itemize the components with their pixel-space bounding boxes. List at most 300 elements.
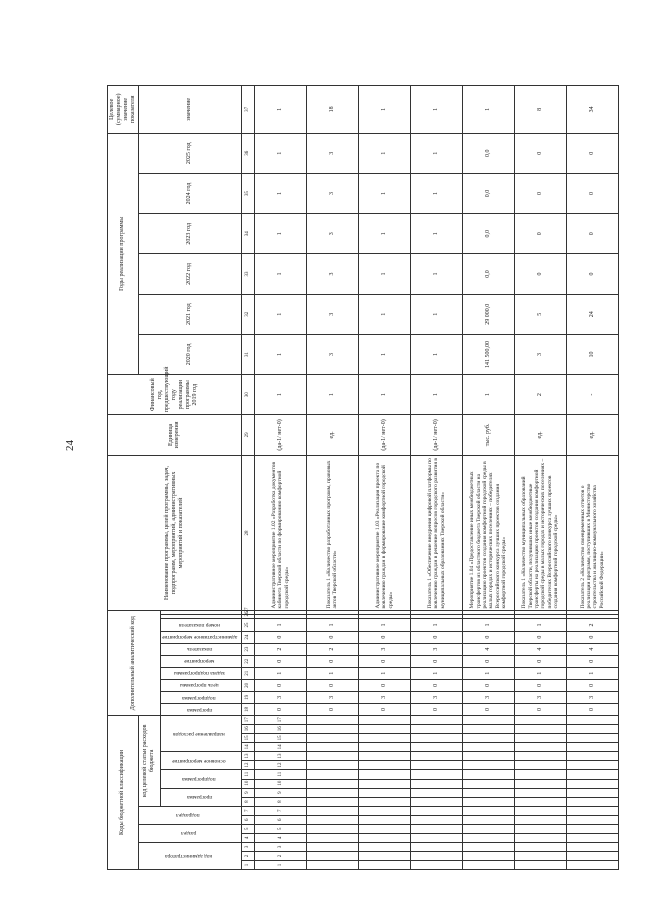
budget-code-cell (514, 815, 566, 824)
column-number-cell: 35 (241, 173, 254, 213)
budget-code-cell (462, 815, 514, 824)
row-year-value: 1 (254, 294, 306, 334)
budget-code-cell (306, 851, 358, 860)
program-code-cell: 0 (358, 655, 410, 667)
column-number-cell: 7 (241, 806, 254, 815)
row-fin-year-value: 1 (462, 375, 514, 415)
column-number-cell: 10 (241, 779, 254, 788)
program-code-cell: 2 (306, 643, 358, 655)
row-year-value: 0,0 (462, 133, 514, 173)
row-year-value: 1 (358, 294, 410, 334)
row-year-value: 0,0 (462, 214, 514, 254)
program-code-cell: 0 (358, 679, 410, 691)
row-name: Показатель 1 «Количество разработанных программ, правовых актов Тверской области» (306, 455, 358, 611)
row-year-value: 0 (566, 133, 618, 173)
budget-code-cell (358, 824, 410, 833)
column-number-cell: 2 (241, 851, 254, 860)
budget-code-cell (462, 851, 514, 860)
budget-code-cell (306, 770, 358, 779)
spacer-cell (566, 615, 618, 619)
row-year-value: 0 (514, 173, 566, 213)
row-year-value: 1 (358, 173, 410, 213)
budget-code-cell (358, 815, 410, 824)
budget-code-cell (566, 815, 618, 824)
budget-code-cell (514, 842, 566, 851)
budget-code-cell (410, 842, 462, 851)
budget-code-cell (462, 860, 514, 869)
program-code-cell: 0 (514, 655, 566, 667)
budget-code-cell (410, 806, 462, 815)
program-code-cell: 0 (566, 655, 618, 667)
program-indicators-table (107, 85, 619, 870)
budget-code-cell (566, 833, 618, 842)
row-year-value: 1 (358, 334, 410, 374)
row-name: Административное мероприятие 1.03 «Реализация проекта по вовлечению граждан в формирование комфортной городской среды» (358, 455, 410, 611)
budget-code-cell (358, 851, 410, 860)
program-code-cell: 0 (566, 679, 618, 691)
program-code-cell: 0 (306, 655, 358, 667)
row-fin-year-value: 1 (358, 375, 410, 415)
budget-code-cell (514, 779, 566, 788)
column-number-cell: 25 (241, 619, 254, 631)
budget-code-cell: 15 (254, 734, 306, 743)
row-year-value: 1 (410, 334, 462, 374)
column-number-cell: 21 (241, 667, 254, 679)
row-year-value: 0 (514, 133, 566, 173)
budget-code-cell (514, 824, 566, 833)
budget-code-cell (566, 761, 618, 770)
table-row (566, 86, 618, 870)
column-number-cell: 37 (241, 86, 254, 134)
program-code-cell: 4 (566, 643, 618, 655)
row-year-value: 0 (566, 214, 618, 254)
budget-code-cell (462, 779, 514, 788)
budget-code-cell (462, 743, 514, 752)
budget-code-cell (462, 788, 514, 797)
budget-code-cell (514, 797, 566, 806)
budget-code-cell (566, 752, 618, 761)
spacer-cell (514, 611, 566, 615)
prog-col-program: программа (160, 703, 241, 715)
budget-code-cell: 2 (254, 851, 306, 860)
column-number-cell: 11 (241, 770, 254, 779)
program-code-cell: 0 (410, 631, 462, 643)
budget-code-cell (462, 824, 514, 833)
budget-code-cell (306, 725, 358, 734)
budget-code-cell (566, 770, 618, 779)
row-final-value: 1 (462, 86, 514, 134)
budget-sub-group-header: код целевой статьи расходов бюджета (138, 715, 160, 806)
column-number-cell: 14 (241, 743, 254, 752)
budget-code-cell (410, 743, 462, 752)
budget-code-cell: 7 (254, 806, 306, 815)
row-final-value: 8 (514, 86, 566, 134)
program-code-cell: 4 (462, 643, 514, 655)
program-code-cell: 3 (358, 643, 410, 655)
program-code-cell: 2 (566, 619, 618, 631)
program-code-col: программа (160, 788, 241, 806)
row-year-value: 1 (254, 173, 306, 213)
row-year-value: 0 (566, 254, 618, 294)
budget-code-cell (358, 752, 410, 761)
budget-code-cell (462, 842, 514, 851)
budget-code-cell (566, 860, 618, 869)
final-value-header: Целевое (суммарное) значение показателя (108, 86, 139, 134)
spacer-cell (462, 615, 514, 619)
budget-code-cell (358, 788, 410, 797)
row-year-value: 1 (254, 133, 306, 173)
program-code-cell: 0 (306, 631, 358, 643)
column-number-cell: 9 (241, 788, 254, 797)
row-year-value: 1 (410, 133, 462, 173)
budget-code-cell (462, 725, 514, 734)
budget-code-cell (514, 752, 566, 761)
budget-code-cell (566, 851, 618, 860)
budget-code-cell (358, 860, 410, 869)
budget-code-cell (358, 797, 410, 806)
budget-code-cell: 4 (254, 833, 306, 842)
row-unit: (да-1/ нет-0) (254, 415, 306, 455)
budget-code-cell (306, 815, 358, 824)
row-year-value: 24 (566, 294, 618, 334)
column-number-cell: 36 (241, 133, 254, 173)
budget-code-cell (358, 761, 410, 770)
program-code-cell: 1 (358, 667, 410, 679)
budget-code-cell (566, 725, 618, 734)
prog-col-event: мероприятие (160, 655, 241, 667)
budget-code-cell (566, 715, 618, 724)
prog-col-indicator-number: номер показателя (160, 619, 241, 631)
program-code-cell: 3 (410, 691, 462, 703)
prog-col-goal: цель программы (160, 679, 241, 691)
row-year-value: 5 (514, 294, 566, 334)
budget-code-cell: 8 (254, 797, 306, 806)
budget-code-group-header: Коды бюджетной классификации (108, 715, 139, 869)
budget-code-cell (514, 860, 566, 869)
year-header-2020: 2020 год (138, 334, 241, 374)
column-number-cell: 30 (241, 375, 254, 415)
budget-code-cell (358, 725, 410, 734)
row-year-value: 3 (306, 254, 358, 294)
row-year-value: 3 (306, 173, 358, 213)
year-header-2023: 2023 год (138, 214, 241, 254)
program-code-cell: 0 (254, 655, 306, 667)
budget-code-cell (306, 761, 358, 770)
row-unit: ед. (306, 415, 358, 455)
row-year-value: 1 (410, 254, 462, 294)
row-unit: (да-1/ нет-0) (358, 415, 410, 455)
budget-code-cell (566, 743, 618, 752)
spacer-cell (514, 615, 566, 619)
program-code-cell: 1 (462, 667, 514, 679)
spacer-cell (306, 611, 358, 615)
program-code-cell: 1 (410, 619, 462, 631)
spacer-cell (254, 611, 306, 615)
row-fin-year-value: 1 (306, 375, 358, 415)
budget-code-cell (358, 743, 410, 752)
program-code-cell: 0 (358, 631, 410, 643)
column-number-cell: 23 (241, 643, 254, 655)
year-header-2022: 2022 год (138, 254, 241, 294)
budget-code-cell (462, 734, 514, 743)
budget-code-cell (306, 797, 358, 806)
row-year-value: 1 (358, 133, 410, 173)
column-number-cell: 29 (241, 415, 254, 455)
column-number-cell: 24 (241, 631, 254, 643)
years-group-header: Годы реализации программы (108, 133, 139, 374)
program-code-cell: 0 (254, 703, 306, 715)
program-code-cell: 0 (462, 679, 514, 691)
year-header-2021: 2021 год (138, 294, 241, 334)
budget-code-cell (410, 779, 462, 788)
subsection-header: подраздел (138, 806, 241, 824)
budget-code-cell (410, 851, 462, 860)
column-number-cell: 13 (241, 752, 254, 761)
row-year-value: 3 (306, 214, 358, 254)
row-fin-year-value: 1 (410, 375, 462, 415)
section-header: раздел (138, 824, 241, 842)
program-code-cell: 1 (514, 619, 566, 631)
program-code-cell: 1 (306, 619, 358, 631)
program-code-cell: 3 (462, 691, 514, 703)
row-year-value: 1 (254, 214, 306, 254)
budget-code-cell (358, 806, 410, 815)
budget-code-cell (566, 824, 618, 833)
budget-code-cell (410, 761, 462, 770)
budget-code-cell: 16 (254, 725, 306, 734)
budget-code-cell (566, 842, 618, 851)
program-code-cell: 0 (306, 679, 358, 691)
budget-code-cell (410, 860, 462, 869)
budget-code-cell (514, 715, 566, 724)
unit-header: Единица измерения (108, 415, 242, 455)
budget-code-cell (462, 833, 514, 842)
row-name: Показатель 1 «Обеспечение внедрения цифровой платформы по вовлечению граждан в решение вопросов городского развития в муниципальных образованиях Тверской области» (410, 455, 462, 611)
budget-code-cell: 6 (254, 815, 306, 824)
main-event-code-col: основное мероприятие (160, 752, 241, 770)
spacer-cell (358, 611, 410, 615)
budget-code-cell (566, 797, 618, 806)
row-final-value: 1 (410, 86, 462, 134)
column-number-cell: 1 (241, 860, 254, 869)
program-code-cell: 1 (514, 667, 566, 679)
prog-col-subprogram: подпрограмма (160, 691, 241, 703)
program-code-cell: 1 (410, 667, 462, 679)
budget-code-cell: 14 (254, 743, 306, 752)
program-code-cell: 3 (254, 691, 306, 703)
budget-code-cell (514, 806, 566, 815)
budget-code-cell: 11 (254, 770, 306, 779)
program-code-cell: 0 (358, 703, 410, 715)
table-row (462, 86, 514, 870)
column-number-cell: 32 (241, 294, 254, 334)
row-name: Мероприятие 1.04 «Предоставление иных межбюджетных трансфертов из областного бюджета Тверской области на реализацию проектов создания комфортной городской среды в малых городах и исторических поселениях – победителях Всероссийского конкурса лучших проектов создания комфортной городской среды» (462, 455, 514, 611)
budget-code-cell: 17 (254, 715, 306, 724)
budget-code-cell (306, 779, 358, 788)
program-code-cell: 1 (254, 667, 306, 679)
budget-code-cell (358, 715, 410, 724)
row-year-value: 1 (358, 214, 410, 254)
row-unit: ед. (566, 415, 618, 455)
row-year-value: 10 (566, 334, 618, 374)
spacer-cell (566, 611, 618, 615)
row-name: Показатель 2 «Количество своевременных отчетов о реализации программ, поступивших в Министерство строительства и жилищно-коммунального хозяйства Российской Федерации» (566, 455, 618, 611)
year-header-2024: 2024 год (138, 173, 241, 213)
column-number-cell: 33 (241, 254, 254, 294)
row-year-value: 1 (358, 254, 410, 294)
row-year-value: 0 (514, 214, 566, 254)
budget-code-cell (306, 806, 358, 815)
column-number-cell: 5 (241, 824, 254, 833)
budget-code-cell (306, 860, 358, 869)
column-number-cell: 18 (241, 703, 254, 715)
budget-code-cell (410, 797, 462, 806)
budget-code-cell (462, 752, 514, 761)
budget-code-cell (358, 833, 410, 842)
budget-code-cell (514, 788, 566, 797)
column-number-cell: 26 (241, 615, 254, 619)
budget-code-cell (514, 734, 566, 743)
program-code-cell: 0 (306, 703, 358, 715)
column-number-cell: 8 (241, 797, 254, 806)
budget-code-cell (410, 715, 462, 724)
program-code-cell: 0 (566, 703, 618, 715)
prog-col-task: задача подпрограммы (160, 667, 241, 679)
budget-code-cell (306, 743, 358, 752)
program-code-cell: 3 (358, 691, 410, 703)
column-number-cell: 15 (241, 734, 254, 743)
budget-code-cell (462, 715, 514, 724)
program-code-cell: 1 (566, 667, 618, 679)
spacer-cell (358, 615, 410, 619)
admin-code-header: код администратора (138, 842, 241, 869)
table-row (410, 86, 462, 870)
table-row (514, 86, 566, 870)
budget-code-cell (306, 788, 358, 797)
column-number-cell: 19 (241, 691, 254, 703)
budget-code-cell (358, 770, 410, 779)
budget-code-cell (410, 770, 462, 779)
program-code-cell: 0 (514, 703, 566, 715)
budget-code-cell (306, 752, 358, 761)
budget-code-cell (410, 815, 462, 824)
program-code-cell: 3 (410, 643, 462, 655)
budget-code-cell (358, 734, 410, 743)
budget-code-cell (462, 797, 514, 806)
budget-code-cell: 1 (254, 860, 306, 869)
spacer-cell (410, 615, 462, 619)
subprogram-code-col: подпрограмма (160, 770, 241, 788)
budget-code-cell (514, 743, 566, 752)
program-code-cell: 0 (254, 631, 306, 643)
row-year-value: 29 000,0 (462, 294, 514, 334)
program-code-cell: 0 (254, 679, 306, 691)
row-year-value: 1 (254, 254, 306, 294)
column-number-cell: 27 (241, 611, 254, 615)
prog-col-spacer-a (160, 615, 241, 619)
budget-code-cell (410, 788, 462, 797)
row-year-value: 141 500,00 (462, 334, 514, 374)
budget-code-cell (514, 851, 566, 860)
program-code-cell: 0 (410, 679, 462, 691)
row-year-value: 1 (410, 294, 462, 334)
budget-code-cell (514, 770, 566, 779)
program-code-cell: 0 (462, 703, 514, 715)
row-year-value: 3 (306, 334, 358, 374)
budget-code-cell (462, 770, 514, 779)
budget-code-cell (358, 842, 410, 851)
row-year-value: 3 (514, 334, 566, 374)
budget-code-cell (306, 734, 358, 743)
spacer-cell (306, 615, 358, 619)
budget-code-cell (566, 788, 618, 797)
column-number-cell: 6 (241, 815, 254, 824)
row-name: Административное мероприятие 1.02 «Разработка документов кабинета Тверской области по формированию комфортной городской среды» (254, 455, 306, 611)
program-code-cell: 2 (254, 643, 306, 655)
column-number-cell: 34 (241, 214, 254, 254)
budget-code-cell: 9 (254, 788, 306, 797)
row-fin-year-value: 2 (514, 375, 566, 415)
budget-code-cell (410, 725, 462, 734)
table-row (306, 86, 358, 870)
program-code-cell: 0 (514, 631, 566, 643)
column-number-cell: 17 (241, 715, 254, 724)
budget-code-cell (306, 824, 358, 833)
row-year-value: 0,0 (462, 173, 514, 213)
row-year-value: 1 (410, 214, 462, 254)
program-code-cell: 3 (306, 691, 358, 703)
program-code-cell: 3 (514, 691, 566, 703)
program-code-cell: 1 (306, 667, 358, 679)
table-row (254, 86, 306, 870)
budget-code-cell (462, 806, 514, 815)
budget-code-cell: 13 (254, 752, 306, 761)
prog-col-admin-event: административное мероприятие (160, 631, 241, 643)
budget-code-cell: 12 (254, 761, 306, 770)
budget-code-cell (566, 779, 618, 788)
budget-code-cell (410, 752, 462, 761)
row-year-value: 1 (410, 173, 462, 213)
column-number-cell: 31 (241, 334, 254, 374)
budget-code-cell (306, 715, 358, 724)
budget-code-cell (514, 725, 566, 734)
final-year-header: значение (138, 86, 241, 134)
program-code-cell: 0 (410, 655, 462, 667)
budget-code-cell: 5 (254, 824, 306, 833)
table-body (254, 86, 618, 870)
budget-code-cell (566, 734, 618, 743)
budget-code-cell (410, 824, 462, 833)
row-final-value: 34 (566, 86, 618, 134)
column-number-cell: 16 (241, 725, 254, 734)
page-number: 24 (64, 440, 76, 451)
prog-col-indicator: показатель (160, 643, 241, 655)
program-code-cell: 0 (566, 631, 618, 643)
column-number-cell: 22 (241, 655, 254, 667)
spacer-cell (462, 611, 514, 615)
budget-code-cell: 10 (254, 779, 306, 788)
budget-code-cell (566, 806, 618, 815)
program-code-cell: 1 (462, 619, 514, 631)
row-fin-year-value: 1 (254, 375, 306, 415)
column-number-cell: 20 (241, 679, 254, 691)
column-number-row (241, 86, 254, 870)
row-year-value: 0,0 (462, 254, 514, 294)
budget-code-cell (410, 734, 462, 743)
row-unit: ед. (514, 415, 566, 455)
table-row (358, 86, 410, 870)
program-name-header: Наименование программы, целей программы, задач, подпрограмм, мероприятий, административных мероприятий и показателей (108, 455, 242, 611)
